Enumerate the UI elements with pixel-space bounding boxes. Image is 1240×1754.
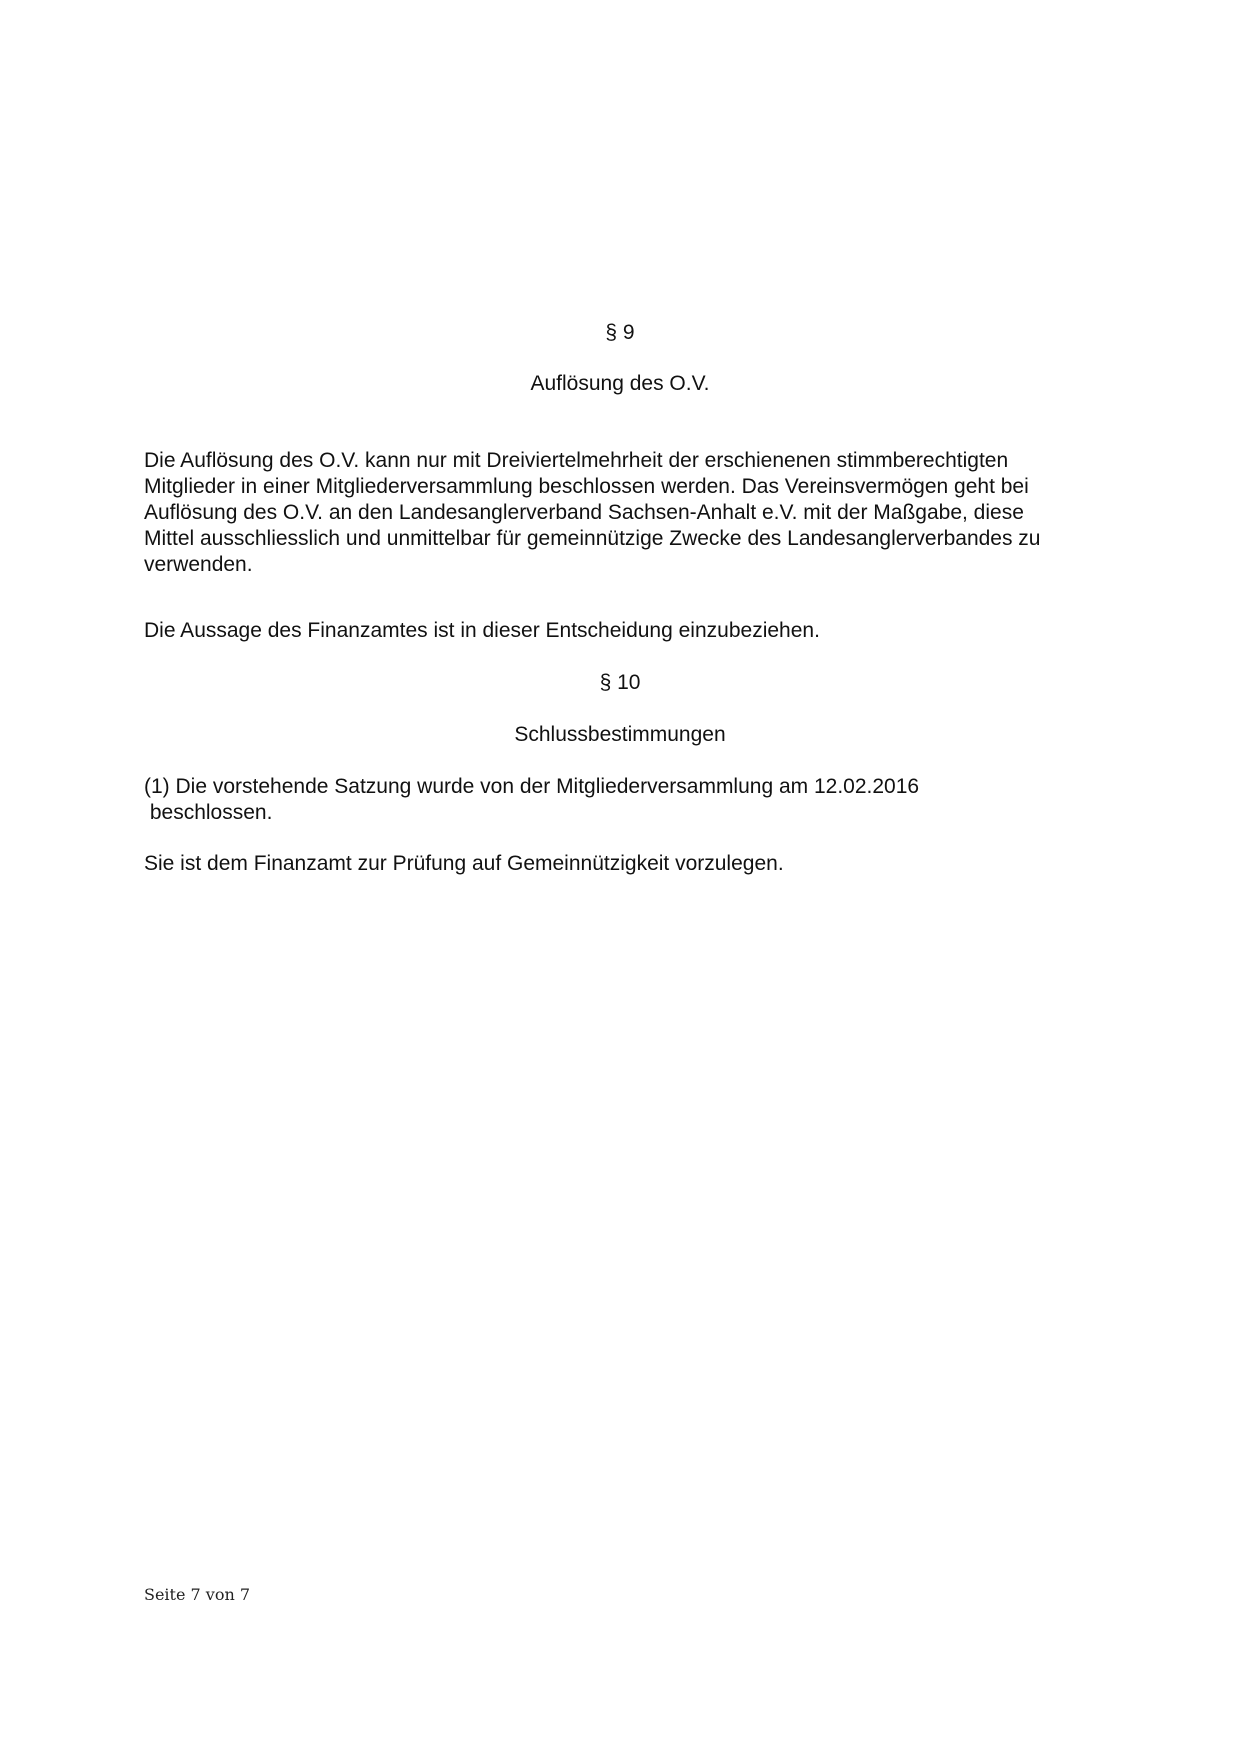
- section-10-title: Schlussbestimmungen: [514, 723, 726, 746]
- clause-line: beschlossen.: [144, 801, 273, 824]
- section-9-number: § 9: [605, 321, 635, 344]
- section-9-title: Auflösung des O.V.: [530, 372, 710, 395]
- paragraph-line: Die Auflösung des O.V. kann nur mit Dreiviertelmehrheit der erschienenen stimmberechtigten: [144, 449, 1009, 472]
- section-10-clause-1: [144, 774, 1104, 826]
- clause-line: (1) Die vorstehende Satzung wurde von der Mitgliederversammlung am 12.02.2016: [144, 775, 920, 798]
- section-9-note: Die Aussage des Finanzamtes ist in dieser Entscheidung einzubeziehen.: [144, 619, 820, 642]
- page-number-footer: Seite 7 von 7: [144, 1585, 251, 1604]
- paragraph-line: verwenden.: [144, 553, 253, 576]
- paragraph-line: Mitglieder in einer Mitgliederversammlung beschlossen werden. Das Vereinsvermögen geht bei: [144, 475, 1029, 498]
- paragraph-line: Auflösung des O.V. an den Landesanglerverband Sachsen-Anhalt e.V. mit der Maßgabe, diese: [144, 501, 1024, 524]
- section-9-paragraph: [144, 448, 1104, 578]
- section-10-number: § 10: [599, 671, 641, 694]
- paragraph-line: Mittel ausschliesslich und unmittelbar für gemeinnützige Zwecke des Landesanglerverbandes zu: [144, 527, 1041, 550]
- section-10-final-note: Sie ist dem Finanzamt zur Prüfung auf Gemeinnützigkeit vorzulegen.: [144, 852, 784, 875]
